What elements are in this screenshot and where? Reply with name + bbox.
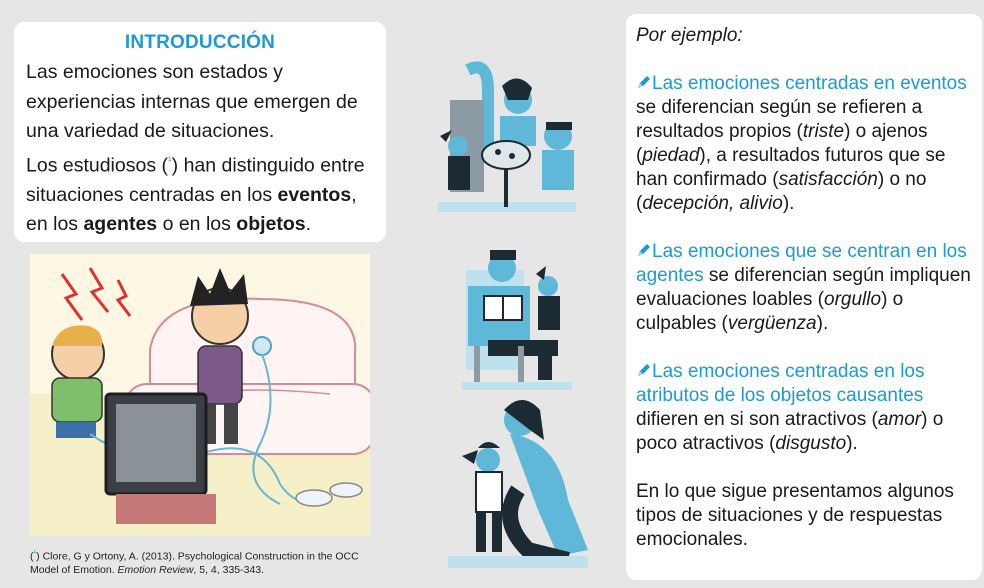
keyword-objetos: objetos xyxy=(236,213,306,235)
example-objects-heading: Las emociones centradas en los atributos de los objetos causantes xyxy=(636,361,925,406)
kids-drawing xyxy=(30,254,370,536)
intro-paragraph-1: Las emociones son estados y experiencias internas que emergen de una variedad de situaciones. xyxy=(26,61,358,142)
intro-card xyxy=(14,22,386,242)
footnote-text: ) xyxy=(36,550,40,563)
intro-text: ) han distinguido entre situaciones centradas en los xyxy=(26,154,365,206)
examples-closing: En lo que sigue presentamos algunos tipos de situaciones y de respuestas emocionales. xyxy=(636,481,954,550)
keyword-eventos: eventos xyxy=(277,183,352,206)
emotion-disgusto: disgusto xyxy=(775,433,847,454)
footnote-journal: Emotion Review xyxy=(117,563,194,576)
example-text: ) o no ( xyxy=(636,169,927,214)
intro-text: , en los xyxy=(26,183,357,235)
emotion-amor: amor xyxy=(877,409,922,430)
pencil-icon xyxy=(636,74,652,90)
example-text: se diferencian según se refieren a resultados propios ( xyxy=(636,97,923,142)
example-text: ). xyxy=(846,433,858,454)
pencil-icon xyxy=(636,242,652,258)
example-text: ) o culpables ( xyxy=(636,289,904,334)
example-text: difieren en si son atractivos ( xyxy=(636,409,878,430)
examples-card xyxy=(626,14,982,580)
example-text: ), a resultados futuros que se han confirmado ( xyxy=(636,145,946,190)
illustration-reading xyxy=(462,250,572,390)
people-drawing xyxy=(418,60,598,580)
intro-text: Los estudiosos ( xyxy=(26,154,168,176)
example-events-heading: Las emociones centradas en eventos xyxy=(652,73,967,94)
people-illustrations xyxy=(418,60,598,580)
footnote-text: , 5, 4, 335-343. xyxy=(193,563,265,576)
keyword-agentes: agentes xyxy=(83,213,158,235)
intro-body xyxy=(26,58,374,240)
illustration-mother-child xyxy=(448,400,588,568)
footnote xyxy=(30,546,380,577)
pencil-icon xyxy=(636,362,652,378)
intro-text: . xyxy=(305,213,312,235)
emotion-decepcion-alivio: decepción, alivio xyxy=(642,193,783,214)
example-agents xyxy=(636,240,982,336)
footnote-marker: ¹ xyxy=(33,548,37,557)
emotion-piedad: piedad xyxy=(642,145,700,166)
example-agents-heading: Las emociones que se centran en los agentes xyxy=(636,241,967,286)
emotion-verguenza: vergüenza xyxy=(727,313,817,334)
example-text: ). xyxy=(782,193,795,214)
intro-paragraph-2 xyxy=(26,147,374,240)
example-text: ). xyxy=(816,313,829,334)
footnote-text: ( xyxy=(30,550,34,563)
emotion-orgullo: orgullo xyxy=(824,289,882,310)
kids-illustration xyxy=(30,254,370,536)
emotion-triste: triste xyxy=(802,121,845,142)
example-text: ) o poco atractivos ( xyxy=(636,409,944,454)
illustration-chess-game xyxy=(438,68,576,213)
emotion-satisfaccion: satisfacción xyxy=(778,169,878,190)
footnote-text: Clore, G y Ortony, A. (2013). Psychological Construction in the OCC Model of Emotion. xyxy=(30,550,359,576)
example-text: se diferencian según impliquen evaluaciones loables ( xyxy=(636,265,971,310)
intro-title: INTRODUCCIÓN xyxy=(124,32,276,53)
examples-intro: Por ejemplo: xyxy=(636,25,743,46)
intro-text: o en los xyxy=(157,213,237,235)
footnote-ref[interactable]: ¹ xyxy=(168,154,172,167)
example-text: ) o ajenos ( xyxy=(636,121,928,166)
example-events xyxy=(636,72,982,216)
example-objects xyxy=(636,360,982,456)
